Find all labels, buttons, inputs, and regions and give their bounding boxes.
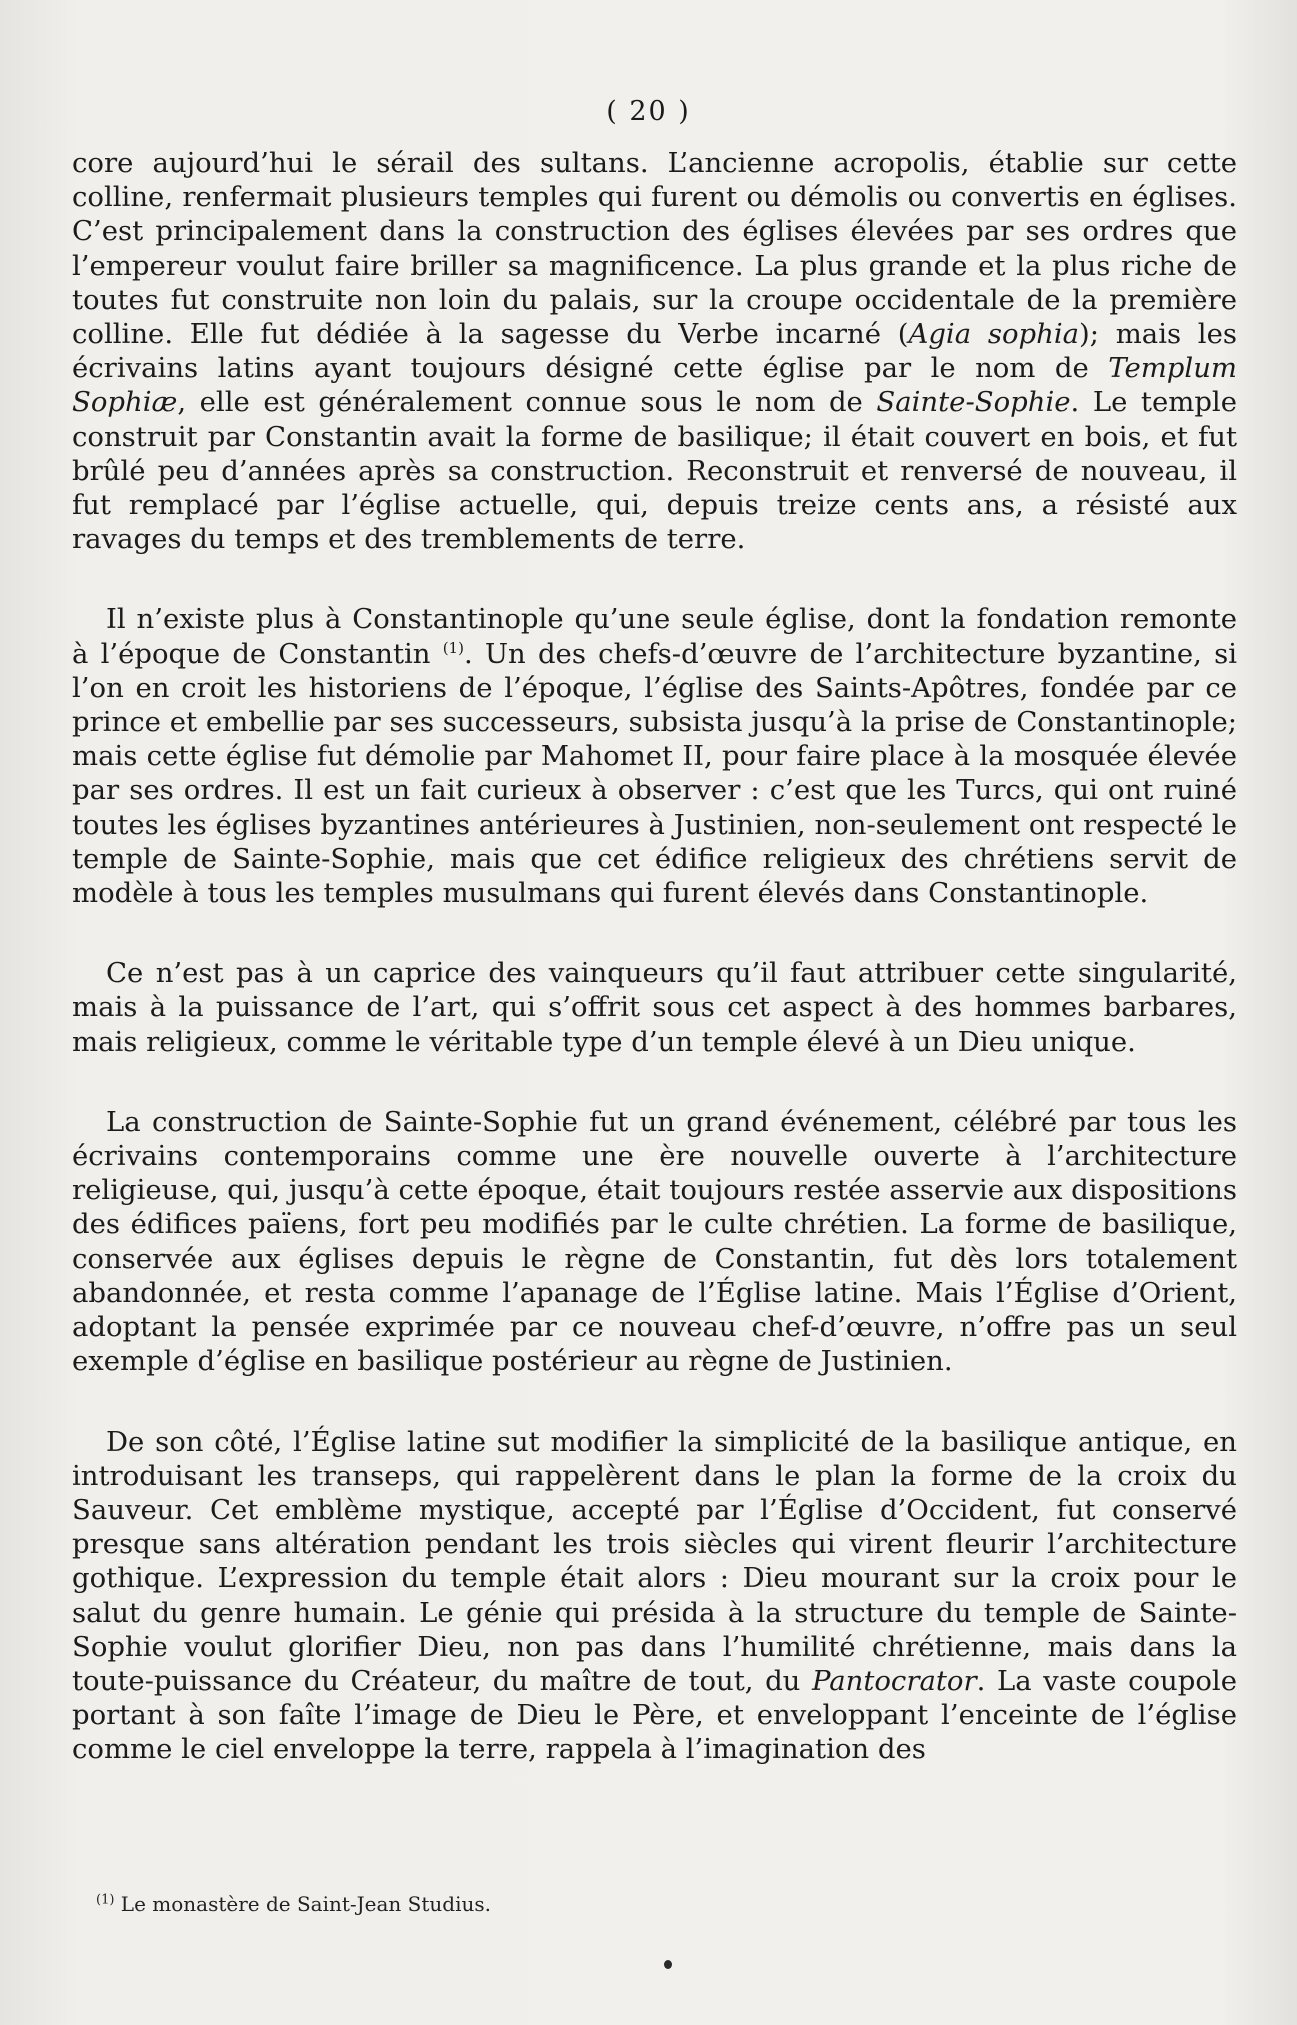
paragraph-3 (72, 956, 1237, 1059)
text-run: La construction de Sainte-Sophie fut un grand événement, célébré par tous les écrivains contemporains comme une ère nouvelle ouverte à l’architecture religieuse, qui, jusqu’à cette époque, était toujours restée asservie aux dispositions des édifices païens, fort peu modifiés par le culte chrétien. La forme de basilique, conservée aux églises depuis le règne de Constantin, fut dès lors totalement abandonnée, et resta comme l’apanage de l’Église latine. Mais l’Église d’Orient, adoptant la pensée exprimée par ce nouveau chef-d’œuvre, n’offre pas un seul exemple d’église en basilique postérieur au règne de Justinien. (72, 1105, 1237, 1378)
text-run: , elle est généralement connue sous le nom de (177, 386, 877, 419)
text-run: Il n’existe plus à Constantinople qu’une seule église, dont la fondation remonte à l’époque de Constantin (72, 603, 1237, 670)
text-run: . Un des chefs-d’œuvre de l’architecture byzantine, si l’on en croit les historiens de l’époque, l’église des Saints-Apôtres, fondée par ce prince et embellie par ses successeurs, subsista jusqu’à la prise de Constantinople; mais cette église fut démolie par Mahomet II, pour faire place à la mosquée élevée par ses ordres. Il est un fait curieux à observer : c’est que les Turcs, qui ont ruiné toutes les églises byzantines antérieures à Justinien, non-seulement ont respecté le temple de Sainte-Sophie, mais que cet édifice religieux des chrétiens servit de modèle à tous les temples musulmans qui furent élevés dans Constantinople. (72, 637, 1237, 910)
footnote-text: Le monastère de Saint-Jean Studius. (120, 1892, 491, 1916)
paragraph-1 (72, 146, 1237, 556)
footnote (96, 1892, 1196, 1916)
paragraph-4 (72, 1105, 1237, 1379)
body-text (72, 146, 1237, 1767)
italic-text: Templum Sophiæ (72, 352, 1237, 419)
ink-dot (664, 1960, 672, 1969)
text-run: . La vaste coupole portant à son faîte l’image de Dieu le Père, et enveloppant l’enceinte de l’église comme le ciel enveloppe la terre, rappela à l’imagination des (72, 1664, 1237, 1766)
text-run: Ce n’est pas à un caprice des vainqueurs qu’il faut attribuer cette singularité, mais à la puissance de l’art, qui s’offrit sous cet aspect à des hommes barbares, mais religieux, comme le véritable type d’un temple élevé à un Dieu unique. (72, 957, 1237, 1058)
text-run: . Le temple construit par Constantin avait la forme de basilique; il était couvert en bois, et fut brûlé peu d’années après sa construction. Reconstruit et renversé de nouveau, il fut remplacé par l’église actuelle, qui, depuis treize cents ans, a résisté aux ravages du temps et des tremblements de terre. (72, 386, 1237, 556)
paragraph-2 (72, 602, 1237, 910)
footnote-reference: (1) (442, 638, 464, 657)
page-number: ( 20 ) (606, 96, 691, 127)
paragraph-5 (72, 1425, 1237, 1767)
italic-text: Agia sophia (908, 318, 1080, 351)
footnote-marker: (1) (96, 1892, 115, 1908)
text-run: De son côté, l’Église latine sut modifier la simplicité de la basilique antique, en introduisant les transeps, qui rappelèrent dans le plan la forme de la croix du Sauveur. Cet emblème mystique, accepté par l’Église d’Occident, fut conservé presque sans altération pendant les trois siècles qui virent fleurir l’architecture gothique. L’expression du temple était alors : Dieu mourant sur la croix pour le salut du genre humain. Le génie qui présida à la structure du temple de Sainte-Sophie voulut glorifier Dieu, non pas dans l’humilité chrétienne, mais dans la toute-puissance du Créateur, du maître de tout, du (72, 1425, 1237, 1697)
text-run: ); mais les écrivains latins ayant toujours désigné cette église par le nom de (72, 318, 1237, 385)
text-run: core aujourd’hui le sérail des sultans. L’ancienne acropolis, établie sur cette colline, renfermait plusieurs temples qui furent ou démolis ou convertis en églises. C’est principalement dans la construction des églises élevées par ses ordres que l’empereur voulut faire briller sa magnificence. La plus grande et la plus riche de toutes fut construite non loin du palais, sur la croupe occidentale de la première colline. Elle fut dédiée à la sagesse du Verbe incarné ( (72, 147, 1237, 351)
italic-text: Sainte-Sophie (876, 386, 1071, 419)
italic-text: Pantocrator (811, 1664, 977, 1697)
